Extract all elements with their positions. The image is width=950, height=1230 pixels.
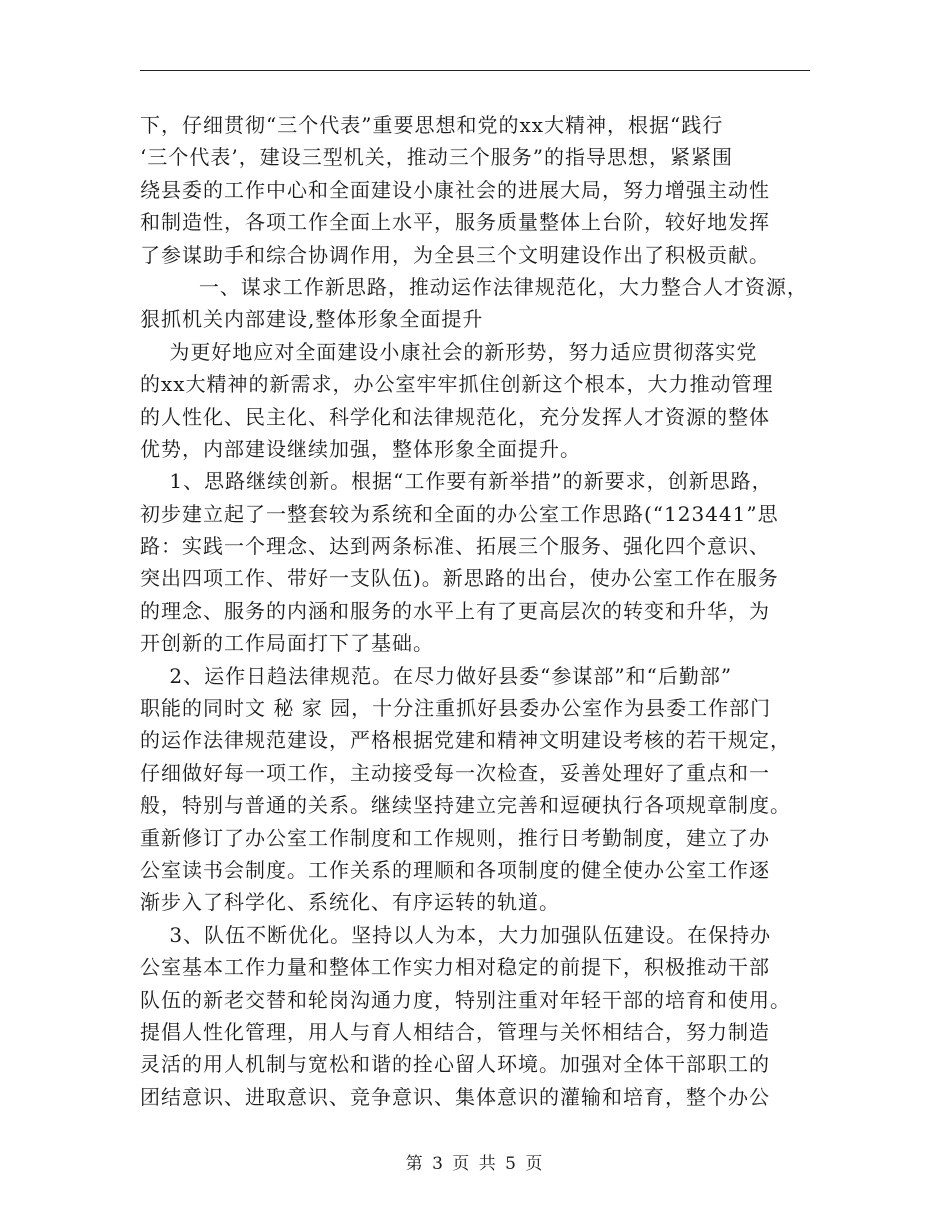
text-line: 渐步入了科学化、系统化、有序运转的轨道。 <box>140 890 560 915</box>
text-line: 提倡人性化管理，用人与育人相结合，管理与关怀相结合，努力制造 <box>140 1019 770 1044</box>
text-line: 了参谋助手和综合协调作用，为全县三个文明建设作出了积极贡献。 <box>140 242 770 267</box>
text-line: 3、队伍不断优化。坚持以人为本，大力加强队伍建设。在保持办 <box>140 922 772 947</box>
section-heading-line: 狠抓机关内部建设,整体形象全面提升 <box>140 307 484 332</box>
text-line: 队伍的新老交替和轮岗沟通力度，特别注重对年轻干部的培育和使用。 <box>140 987 791 1012</box>
text-line: 路：实践一个理念、达到两条标准、拓展三个服务、强化四个意识、 <box>140 534 770 559</box>
text-line: 下，仔细贯彻“三个代表”重要思想和党的xx大精神，根据“践行 <box>140 113 724 137</box>
text-line: 1、思路继续创新。根据“工作要有新举措”的新要求，创新思路， <box>140 469 773 494</box>
text-line: 突出四项工作、带好一支队伍)。新思路的出台，使办公室工作在服务 <box>140 566 779 591</box>
text-line: 重新修订了办公室工作制度和工作规则，推行日考勤制度，建立了办 <box>140 825 770 850</box>
text-line: 优势，内部建设继续加强，整体形象全面提升。 <box>140 436 581 461</box>
text-line: 的人性化、民主化、科学化和法律规范化，充分发挥人才资源的整体 <box>140 404 770 429</box>
text-line: 2、运作日趋法律规范。在尽力做好县委“参谋部”和“后勤部” <box>140 663 733 688</box>
text-line: ‘三个代表’，建设三型机关，推动三个服务”的指导思想，紧紧围 <box>140 145 733 170</box>
section-heading-line: 一、谋求工作新思路，推动运作法律规范化，大力整合人才资源， <box>140 274 808 299</box>
text-line: 灵活的用人机制与宽松和谐的拴心留人环境。加强对全体干部职工的 <box>140 1052 770 1077</box>
text-line: 的理念、服务的内涵和服务的水平上有了更高层次的转变和升华，为 <box>140 598 770 623</box>
text-line: 仔细做好每一项工作，主动接受每一次检查，妥善处理好了重点和一 <box>140 760 770 785</box>
text-line: 开创新的工作局面打下了基础。 <box>140 631 434 656</box>
text-line: 团结意识、进取意识、竞争意识、集体意识的灌输和培育，整个办公 <box>140 1084 770 1109</box>
text-line: 的运作法律规范建设，严格根据党建和精神文明建设考核的若干规定， <box>140 728 791 753</box>
text-line: 职能的同时文 秘 家 园，十分注重抓好县委办公室作为县委工作部门 <box>140 696 772 721</box>
text-line: 和制造性，各项工作全面上水平，服务质量整体上台阶，较好地发挥 <box>140 210 770 235</box>
page-number-footer: 第 3 页 共 5 页 <box>405 1154 545 1174</box>
text-line: 公室基本工作力量和整体工作实力相对稳定的前提下，积极推动干部 <box>140 955 770 980</box>
text-line: 般，特别与普通的关系。继续坚持建立完善和逗硬执行各项规章制度。 <box>140 793 791 818</box>
text-line: 初步建立起了一整套较为系统和全面的办公室工作思路(“123441”思 <box>140 501 779 526</box>
document-body <box>140 109 830 1113</box>
text-line: 的xx大精神的新需求，办公室牢牢抓住创新这个根本，大力推动管理 <box>140 372 774 397</box>
header-rule <box>140 70 810 71</box>
text-line: 为更好地应对全面建设小康社会的新形势，努力适应贯彻落实党 <box>140 339 758 364</box>
text-line: 公室读书会制度。工作关系的理顺和各项制度的健全使办公室工作逐 <box>140 857 770 882</box>
text-line: 绕县委的工作中心和全面建设小康社会的进展大局，努力增强主动性 <box>140 177 770 202</box>
